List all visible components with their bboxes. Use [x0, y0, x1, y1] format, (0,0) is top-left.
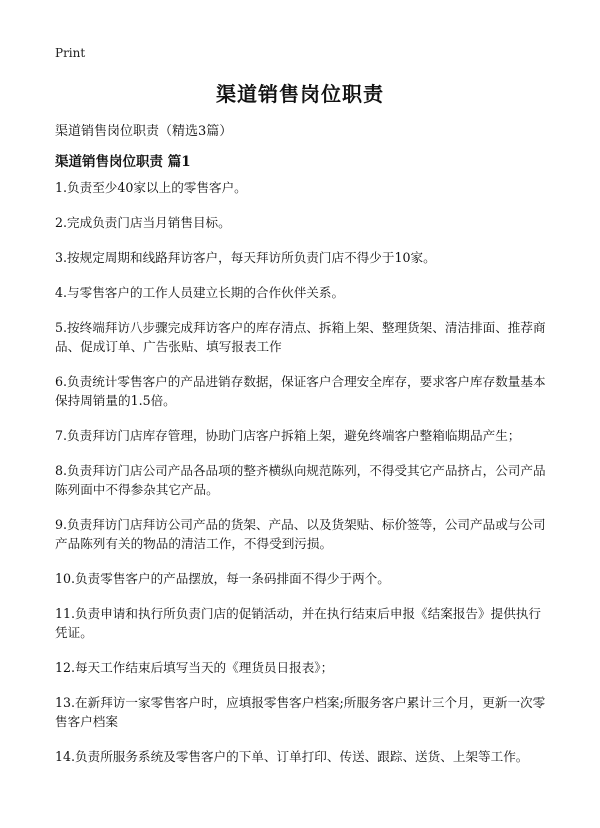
- list-item: 10.负责零售客户的产品摆放，每一条码排面不得少于两个。: [55, 571, 390, 586]
- list-item: 2.完成负责门店当月销售目标。: [55, 215, 231, 230]
- list-item: 1.负责至少40家以上的零售客户。: [55, 180, 247, 195]
- print-label: Print: [55, 46, 86, 60]
- list-item: 5.按终端拜访八步骤完成拜访客户的库存清点、拆箱上架、整理货架、清洁排面、推荐商品、促成订单、广告张贴、填写报表工作: [55, 320, 546, 354]
- list-item: 12.每天工作结束后填写当天的《理货员日报表》；: [55, 660, 334, 675]
- list-item: 7.负责拜访门店库存管理，协助门店客户拆箱上架，避免终端客户整箱临期品产生；: [55, 428, 521, 443]
- document-subtitle: 渠道销售岗位职责（精选3篇）: [55, 124, 233, 139]
- list-item: 4.与零售客户的工作人员建立长期的合作伙伴关系。: [55, 285, 345, 300]
- list-item: 6.负责统计零售客户的产品进销存数据，保证客户合理安全库存，要求客户库存数量基本保持周销量的1.5倍。: [55, 374, 546, 408]
- section-heading: 渠道销售岗位职责 篇1: [55, 154, 191, 170]
- page-title: 渠道销售岗位职责: [216, 82, 384, 106]
- list-item: 11.负责申请和执行所负责门店的促销活动，并在执行结束后申报《结案报告》提供执行凭证。: [55, 606, 541, 640]
- list-item: 9.负责拜访门店拜访公司产品的货架、产品、以及货架贴、标价签等，公司产品或与公司产品陈列有关的物品的清洁工作，不得受到污损。: [55, 517, 546, 551]
- list-item: 8.负责拜访门店公司产品各品项的整齐横纵向规范陈列，不得受其它产品挤占，公司产品陈列面中不得参杂其它产品。: [55, 463, 546, 497]
- list-item: 3.按规定周期和线路拜访客户，每天拜访所负责门店不得少于10家。: [55, 250, 436, 265]
- list-item: 14.负责所服务系统及零售客户的下单、订单打印、传送、跟踪、送货、上架等工作。: [55, 749, 529, 764]
- responsibility-list: [55, 178, 547, 782]
- list-item: 13.在新拜访一家零售客户时，应填报零售客户档案;所服务客户累计三个月，更新一次零售客户档案: [55, 695, 546, 729]
